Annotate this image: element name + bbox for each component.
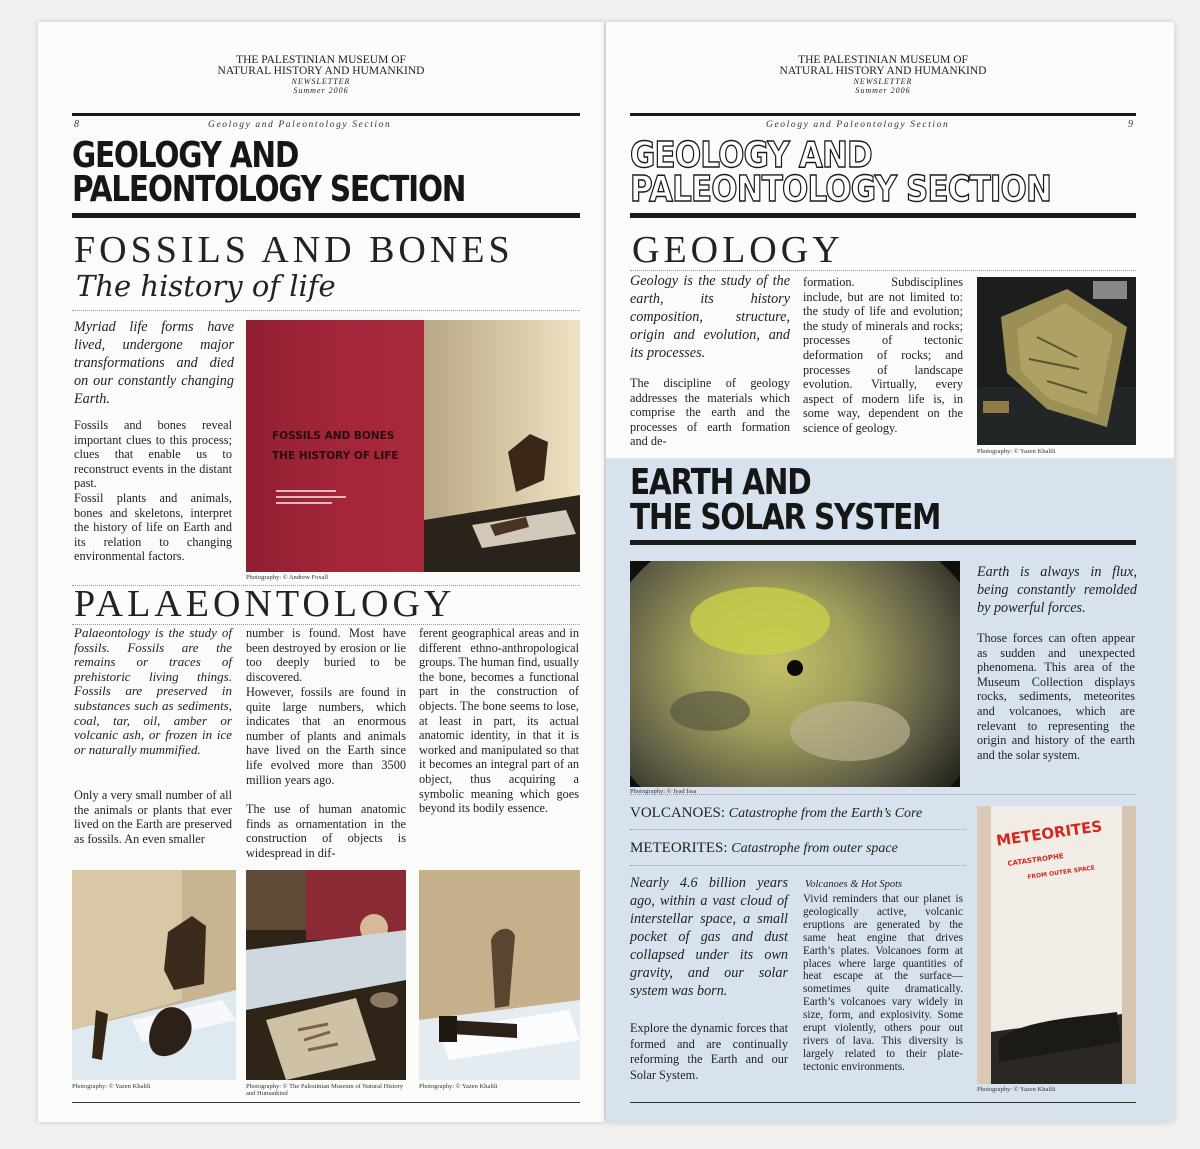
masthead-right	[606, 55, 1160, 95]
left-page	[38, 22, 604, 1122]
palaeontology-intro: Palaeontology is the study of fossils. Fossils are the remains or traces of prehistoric living things. Fossils are preserved in substances such as sediments, coal, tar, oil, amber or volcanic ash, or frozen in ice or naturally mummified.	[74, 625, 232, 757]
earth-title-line2: THE SOLAR SYSTEM	[630, 497, 941, 538]
palaeontology-col1: Only a very small number of all the animals or plants that ever lived on the Earth are preserved as fossils. An even smaller	[74, 788, 232, 846]
flux-intro: Earth is always in flux, being constantly remolded by powerful forces.	[977, 564, 1137, 616]
divider	[72, 310, 580, 311]
geology-body-1: The discipline of geology addresses the materials which comprise the earth and the processes of earth formation and de-	[630, 376, 790, 449]
divider	[630, 270, 1136, 271]
masthead-line1: THE PALESTINIAN MUSEUM OF	[236, 54, 406, 66]
earth-title-rule	[630, 540, 1136, 545]
divider	[630, 865, 966, 866]
meteorites-label: METEORITES:	[630, 840, 728, 856]
solar-system-intro: Nearly 4.6 billion years ago, within a vast cloud of interstellar space, a small pocket of gas and dust collapsed under its own gravity, and our solar system was born.	[630, 875, 788, 999]
hotspots-heading: Volcanoes & Hot Spots	[805, 879, 903, 890]
masthead-line2: NATURAL HISTORY AND HUMANKIND	[779, 65, 987, 77]
exhibit-sign-2: THE HISTORY OF LIFE	[272, 450, 399, 462]
palaeontology-col2b: However, fossils are found in quite large numbers, which indicates that an enormous number of plants and animals have lived on the Earth since life evolved more than 3500 million years ago.	[246, 685, 406, 787]
flux-body: Those forces can often appear as sudden and unexpected phenomena. This area of the Museum Collection displays rocks, sediments, meteorites and volcanoes, which are relevant to representing the origin and history of the earth and the solar system.	[977, 631, 1135, 762]
fossils-body-2: Fossil plants and animals, bones and skeletons, interpret the history of life on Earth and its relation to changing environmental factors.	[74, 491, 232, 564]
palaeontology-col3: ferent geographical areas and in different ethno-anthropological groups. The human find, usually the bone, becomes a functional part in the construction of objects. The bone seems to lose, at least in part, its actual anatomic identity, in that it is worked and manipulated so that it becomes an integral part of an object, thus acquiring a symbolic meaning which goes beyond its bodily essence.	[419, 626, 579, 816]
section-title-line1: GEOLOGY AND	[630, 135, 872, 176]
photo-caption: Photography: © Iyad Issa	[630, 788, 697, 795]
meteor-sign-2: CATASTROPHE	[1007, 852, 1065, 868]
newsletter-label: NEWSLETTER	[853, 77, 913, 86]
palaeontology-col2c: The use of human anatomic finds as ornamentation in the construction of objects is widespread in dif-	[246, 802, 406, 860]
header-rule	[630, 113, 1136, 116]
palaeontology-col2a: number is found. Most have been destroyed by erosion or lie too deeply buried to be discovered.	[246, 626, 406, 684]
section-label: Geology and Paleontology Section	[766, 120, 950, 130]
fossils-exhibit-photo	[246, 320, 580, 572]
footer-rule	[72, 1102, 580, 1103]
geology-body-2: formation. Subdisciplines include, but are not limited to: the study of life and evolution; the study of minerals and rocks; processes of tectonic deformation of rocks; and processes of landscape evolution. Virtually, every aspect of modern life is, in some way, dependent on the science of geology.	[803, 275, 963, 435]
photo-caption: Photography: © Yazen Khalili	[72, 1083, 151, 1090]
fossils-exhibit-illustration	[246, 320, 580, 572]
hotspots-body: Vivid reminders that our planet is geologically active, volcanic eruptions are generated by the same heat engine that drives Earth’s plates. Volcanoes form at places where large quantities of heat escape at the surface—sometimes quite dramatically. Earth’s volcanoes vary widely in size, form, and explosivity. Some erupt violently, others pour out rivers of lava. This diversity is largely related to their plate-tectonic environments.	[803, 893, 963, 1073]
fossil-display-photo-3	[419, 870, 580, 1080]
photo-caption: Photography: © Yazen Khalili	[419, 1083, 498, 1090]
photo-caption: Photography: © The Palestinian Museum of Natural History and Humankind	[246, 1083, 404, 1097]
fossil-display-photo-2	[246, 870, 406, 1080]
section-title-line2: PALEONTOLOGY SECTION	[630, 169, 1052, 210]
volcanoes-label: VOLCANOES:	[630, 805, 726, 821]
newsletter-label: NEWSLETTER	[291, 77, 351, 86]
masthead-line2: NATURAL HISTORY AND HUMANKIND	[217, 65, 425, 77]
fossils-heading: FOSSILS AND BONES	[74, 229, 514, 271]
meteorites-kicker	[630, 840, 898, 857]
page-number: 9	[1128, 119, 1133, 130]
exhibit-sign-1: FOSSILS AND BONES	[272, 430, 395, 442]
fossils-subheading: The history of life	[76, 269, 336, 303]
section-label: Geology and Paleontology Section	[208, 120, 392, 130]
meteor-sign-1: METEORITES	[995, 817, 1104, 850]
earth-disc-photo	[630, 561, 960, 787]
photo-caption: Photography: © Andrew Foxall	[246, 574, 329, 581]
explore-body: Explore the dynamic forces that formed and are continually reforming the Earth and our Solar System.	[630, 1021, 788, 1082]
earth-title-line1: EARTH AND	[630, 462, 811, 503]
palaeontology-heading: PALAEONTOLOGY	[74, 583, 456, 625]
masthead-line1: THE PALESTINIAN MUSEUM OF	[798, 54, 968, 66]
header-rule	[72, 113, 580, 116]
volcanoes-kicker	[630, 805, 922, 822]
footer-rule	[630, 1102, 1136, 1103]
fossil-display-photo-1	[72, 870, 236, 1080]
newsletter-issue: Summer 2006	[855, 86, 911, 95]
page-number: 8	[74, 119, 79, 130]
photo-caption: Photography: © Yazen Khalili	[977, 448, 1056, 455]
fossils-intro: Myriad life forms have lived, undergone major transformations and died on our constantly changing Earth.	[74, 319, 234, 407]
divider	[630, 829, 966, 830]
meteor-sign-3: FROM OUTER SPACE	[1027, 864, 1096, 881]
section-title-line2: PALEONTOLOGY SECTION	[72, 169, 466, 210]
rock-specimen-photo	[977, 277, 1136, 445]
volcanoes-subtitle: Catastrophe from the Earth’s Core	[728, 806, 923, 821]
photo-caption: Photography: © Yazen Khalili	[977, 1086, 1056, 1093]
fossils-body-1: Fossils and bones reveal important clues to this process; clues that enable us to reconstruct events in the distant past.	[74, 418, 232, 491]
masthead-left	[38, 55, 604, 95]
meteorites-subtitle: Catastrophe from outer space	[731, 841, 898, 856]
meteorites-exhibit-photo	[977, 806, 1136, 1084]
title-rule	[72, 213, 580, 218]
geology-heading: GEOLOGY	[632, 229, 844, 271]
right-page	[606, 22, 1174, 1122]
title-rule	[630, 213, 1136, 218]
newsletter-issue: Summer 2006	[293, 86, 349, 95]
section-title-line1: GEOLOGY AND	[72, 135, 299, 176]
geology-intro: Geology is the study of the earth, its history composition, structure, origin and evolution, and its processes.	[630, 273, 790, 361]
divider	[630, 794, 1136, 795]
